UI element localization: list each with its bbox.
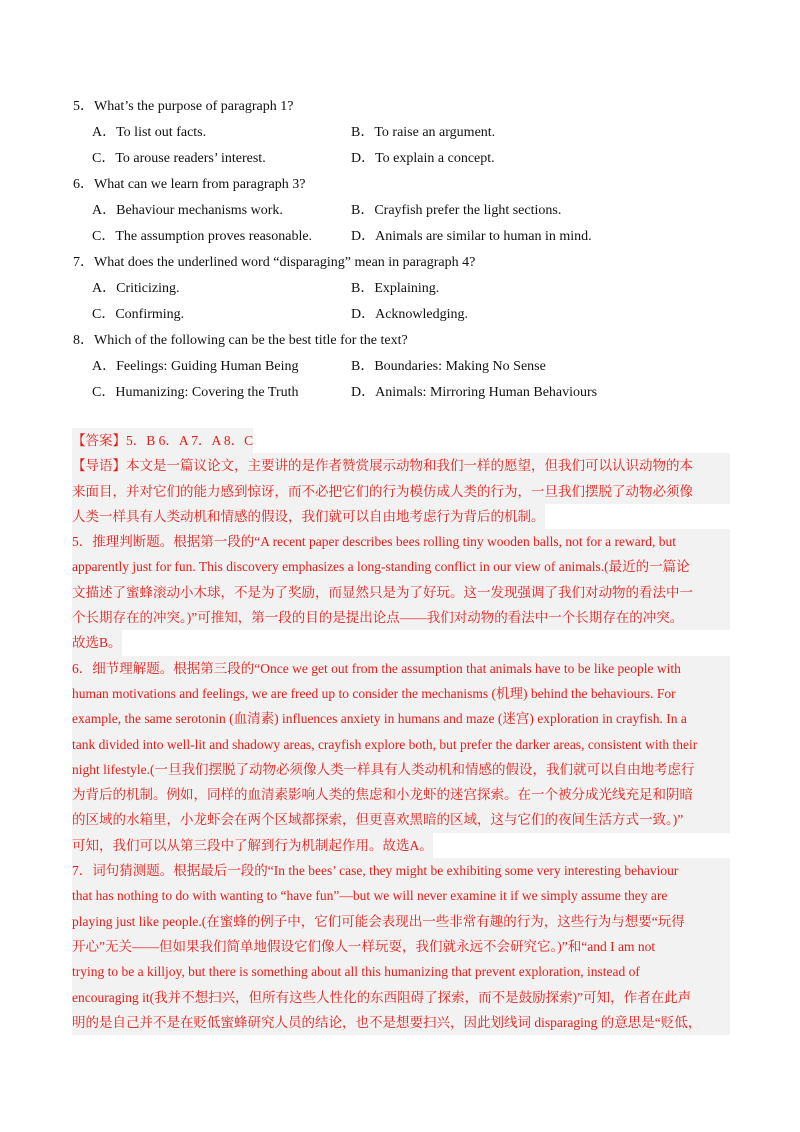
explanation-6-line-6: 为背后的机制。例如，同样的血清素影响人类的焦虑和小龙虾的迷宫探索。在一个被分成光线充足和阴暗	[72, 782, 730, 807]
question-7-options-row-2	[73, 302, 733, 328]
answer-explanation-section	[72, 428, 730, 1035]
explanation-7-line-3: playing just like people.(在蜜蜂的例子中，它们可能会表现出一些非常有趣的行为，这些行为与想要“玩得	[72, 909, 730, 934]
explanation-7-line-7: 明的是自己并不是在贬低蜜蜂研究人员的结论，也不是想要扫兴，因此划线词 disparaging 的意思是“贬低，	[72, 1010, 730, 1035]
question-6-option-b: B．Crayfish prefer the light sections.	[351, 203, 562, 218]
question-6-option-d: D．Animals are similar to human in mind.	[351, 229, 592, 244]
answer-key-line: 【答案】5．B 6．A 7．A 8．C	[72, 428, 253, 453]
explanation-5-line-4: 个长期存在的冲突。)”可推知，第一段的目的是提出论点——我们对动物的看法中一个长期存在的冲突。	[72, 605, 730, 630]
question-6-stem: 6．What can we learn from paragraph 3?	[73, 177, 306, 192]
question-6-options-row-1	[73, 198, 733, 224]
question-8-options-row-2	[73, 380, 733, 406]
explanation-7-line-2: that has nothing to do with wanting to “have fun”—but we will never examine it if we simply assume they are	[72, 883, 730, 908]
question-5-option-b: B．To raise an argument.	[351, 125, 496, 140]
question-5-option-d: D．To explain a concept.	[351, 151, 495, 166]
explanation-6-line-1: 6．细节理解题。根据第三段的“Once we get out from the assumption that animals have to be like people with	[72, 656, 730, 681]
question-7-option-c: C．Confirming.	[92, 307, 185, 322]
question-8-option-a: A．Feelings: Guiding Human Being	[92, 359, 299, 374]
question-7-option-a: A．Criticizing.	[92, 281, 180, 296]
explanation-6-line-8: 可知，我们可以从第三段中了解到行为机制起作用。故选A。	[72, 833, 433, 858]
explanation-6-line-7: 的区域的水箱里，小龙虾会在两个区域都探索，但更喜欢黑暗的区域，这与它们的夜间生活方式一致。)”	[72, 807, 730, 832]
questions-section	[73, 94, 733, 406]
explanation-7-line-5: trying to be a killjoy, but there is something about all this humanizing that prevent exploration, instead of	[72, 959, 730, 984]
question-7-options-row-1	[73, 276, 733, 302]
explanation-6-line-2: human motivations and feelings, we are freed up to consider the mechanisms (机理) behind the behaviours. For	[72, 681, 730, 706]
question-7-option-b: B．Explaining.	[351, 281, 440, 296]
explanation-7-line-4: 开心”无关——但如果我们简单地假设它们像人一样玩耍，我们就永远不会研究它。)”和“and I am not	[72, 934, 730, 959]
question-5-options-row-1	[73, 120, 733, 146]
explanation-6-line-3: example, the same serotonin (血清素) influences anxiety in humans and maze (迷宫) exploration in crayfish. In a	[72, 706, 730, 731]
question-6-option-c: C．The assumption proves reasonable.	[92, 229, 313, 244]
question-8-option-d: D．Animals: Mirroring Human Behaviours	[351, 385, 598, 400]
question-6-option-a: A．Behaviour mechanisms work.	[92, 203, 283, 218]
question-5-option-a: A．To list out facts.	[92, 125, 207, 140]
intro-line-3: 人类一样具有人类动机和情感的假设，我们就可以自由地考虑行为背后的机制。	[72, 504, 545, 529]
question-7-stem: 7．What does the underlined word “disparaging” mean in paragraph 4?	[73, 255, 476, 270]
intro-line-1: 【导语】本文是一篇议论文，主要讲的是作者赞赏展示动物和我们一样的愿望，但我们可以认识动物的本	[72, 453, 730, 478]
question-5-options-row-2	[73, 146, 733, 172]
explanation-5-line-1: 5．推理判断题。根据第一段的“A recent paper describes bees rolling tiny wooden balls, not for a reward, but	[72, 529, 730, 554]
question-8-options-row-1	[73, 354, 733, 380]
question-5-stem: 5．What’s the purpose of paragraph 1?	[73, 99, 294, 114]
explanation-6-line-4: tank divided into well-lit and shadowy areas, crayfish explore both, but prefer the darker areas, consistent with their	[72, 732, 730, 757]
question-5-option-c: C．To arouse readers’ interest.	[92, 151, 266, 166]
question-8-option-c: C．Humanizing: Covering the Truth	[92, 385, 299, 400]
question-8-option-b: B．Boundaries: Making No Sense	[351, 359, 546, 374]
explanation-5-line-5: 故选B。	[72, 630, 122, 655]
question-6-options-row-2	[73, 224, 733, 250]
intro-line-2: 来面目，并对它们的能力感到惊讶，而不必把它们的行为模仿成人类的行为，一旦我们摆脱了动物必须像	[72, 479, 730, 504]
question-8-stem: 8．Which of the following can be the best title for the text?	[73, 333, 408, 348]
explanation-7-line-1: 7．词句猜测题。根据最后一段的“In the bees’ case, they might be exhibiting some very interesting behaviour	[72, 858, 730, 883]
explanation-6-line-5: night lifestyle.(一旦我们摆脱了动物必须像人类一样具有人类动机和情感的假设，我们就可以自由地考虑行	[72, 757, 730, 782]
explanation-7-line-6: encouraging it(我并不想扫兴，但所有这些人性化的东西阻碍了探索，而不是鼓励探索)”可知，作者在此声	[72, 985, 730, 1010]
explanation-5-line-3: 文描述了蜜蜂滚动小木球，不是为了奖励，而显然只是为了好玩。这一发现强调了我们对动物的看法中一	[72, 580, 730, 605]
question-7-option-d: D．Acknowledging.	[351, 307, 469, 322]
explanation-5-line-2: apparently just for fun. This discovery emphasizes a long-standing conflict in our view of animals.(最近的一篇论	[72, 554, 730, 579]
